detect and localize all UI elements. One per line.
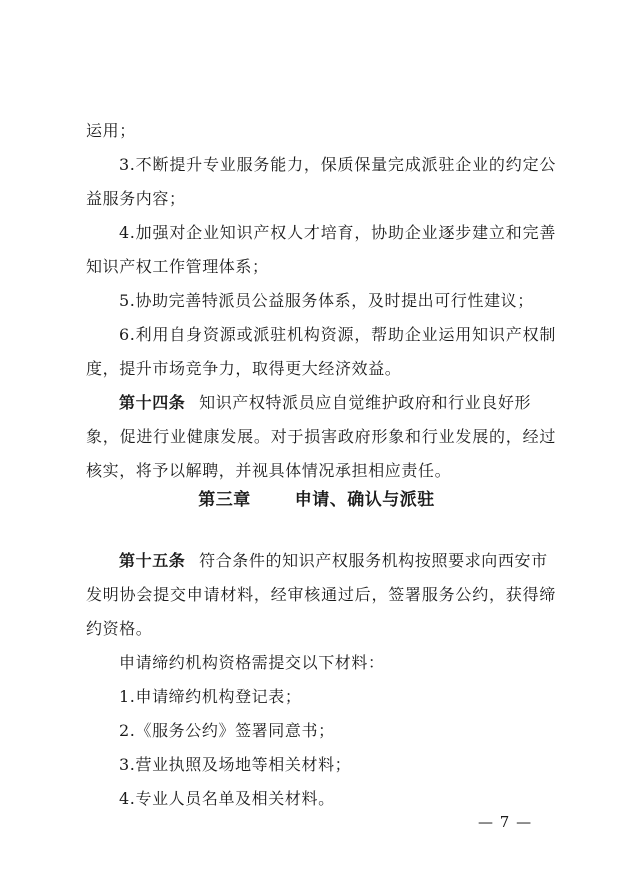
page-number: — 7 — [478,813,533,831]
paragraph-line: 象，促进行业健康发展。对于损害政府形象和行业发展的，经过 [86,427,556,446]
paragraph-line: 5.协助完善特派员公益服务体系，及时提出可行性建议； [119,291,534,310]
paragraph-line: 度，提升市场竞争力，取得更大经济效益。 [86,359,402,378]
paragraph-line: 运用； [86,121,136,140]
article-14-label: 第十四条 [119,393,186,412]
paragraph-line: 3.不断提升专业服务能力，保质保量完成派驻企业的约定公 [119,155,556,174]
article-15-first-line [119,551,556,571]
paragraph-line: 约资格。 [86,619,153,638]
paragraph-line: 6.利用自身资源或派驻机构资源，帮助企业运用知识产权制 [119,325,556,344]
materials-item: 3.营业执照及场地等相关材料； [119,755,352,774]
paragraph-line: 益服务内容； [86,189,186,208]
paragraph-line: 知识产权工作管理体系； [86,257,269,276]
materials-item: 1.申请缔约机构登记表； [119,687,302,706]
paragraph-line: 发明协会提交申请材料，经审核通过后，签署服务公约，获得缔 [86,585,556,604]
chapter-title: 申请、确认与派驻 [294,490,435,510]
article-15-label: 第十五条 [119,551,186,570]
article-15-text: 符合条件的知识产权服务机构按照要求向西安市 [199,551,548,570]
materials-item: 2.《服务公约》签署同意书； [119,721,335,740]
article-14-text: 知识产权特派员应自觉维护政府和行业良好形 [199,393,532,412]
article-14-first-line [119,393,556,413]
paragraph-line: 4.加强对企业知识产权人才培育，协助企业逐步建立和完善 [119,223,556,242]
chapter-number: 第三章 [198,490,251,510]
materials-intro: 申请缔约机构资格需提交以下材料： [119,653,385,672]
chapter-heading [0,489,633,511]
paragraph-line: 核实，将予以解聘，并视具体情况承担相应责任。 [86,461,452,480]
materials-item: 4.专业人员名单及相关材料。 [119,789,335,808]
